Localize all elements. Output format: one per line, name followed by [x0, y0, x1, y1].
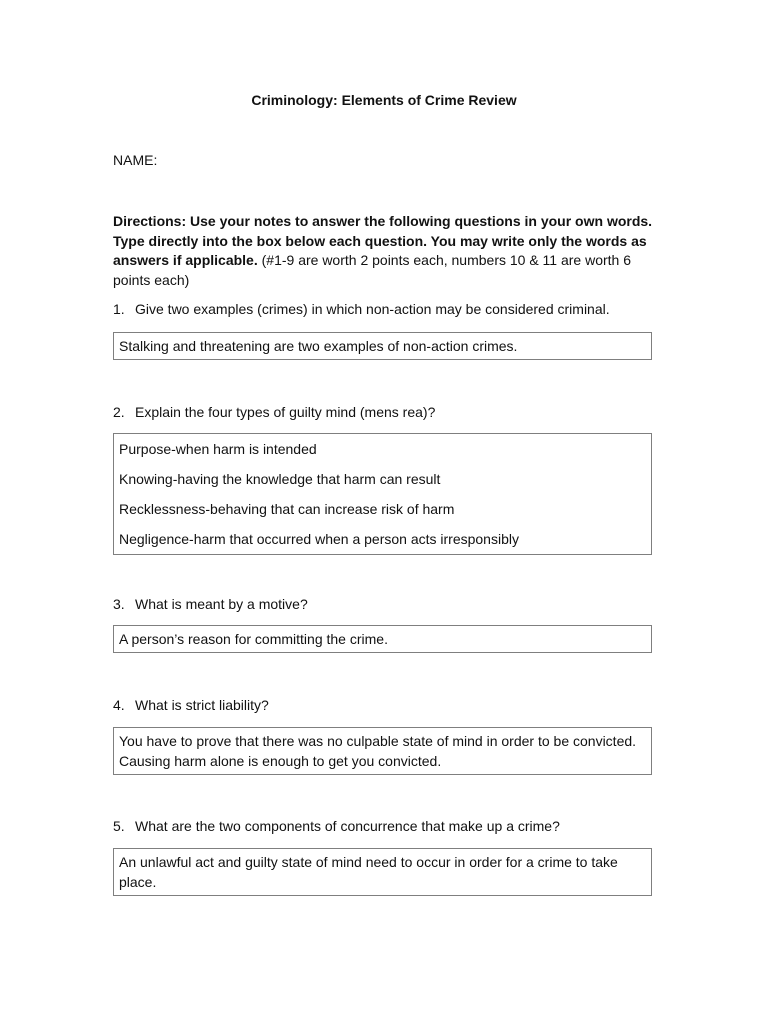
question-text: Give two examples (crimes) in which non-action may be considered criminal.: [135, 301, 610, 317]
question-3: [113, 595, 673, 613]
answer-line: Knowing-having the knowledge that harm can result: [119, 471, 441, 487]
answer-box-2[interactable]: [113, 433, 652, 555]
question-text: What is meant by a motive?: [135, 596, 308, 612]
question-2: [113, 403, 673, 421]
answer-box-5[interactable]: [113, 848, 652, 896]
answer-box-1[interactable]: [113, 332, 652, 360]
answer-line: Recklessness-behaving that can increase risk of harm: [119, 501, 455, 517]
question-1: [113, 300, 673, 318]
question-number: 3.: [113, 596, 125, 612]
question-5: [113, 817, 673, 835]
question-number: 4.: [113, 697, 125, 713]
answer-text: Stalking and threatening are two examples of non-action crimes.: [119, 338, 518, 354]
answer-text: An unlawful act and guilty state of mind need to occur in order for a crime to take place.: [119, 854, 618, 890]
answer-text: You have to prove that there was no culpable state of mind in order to be convicted. Causing harm alone is enough to get you convicted.: [119, 733, 637, 769]
answer-box-3[interactable]: [113, 625, 652, 653]
answer-line: Purpose-when harm is intended: [119, 441, 317, 457]
question-4: [113, 696, 673, 714]
question-text: Explain the four types of guilty mind (mens rea)?: [135, 404, 436, 420]
directions: [113, 212, 658, 290]
answer-line: Negligence-harm that occurred when a person acts irresponsibly: [119, 531, 519, 547]
name-label: NAME:: [113, 152, 158, 168]
document-title: Criminology: Elements of Crime Review: [251, 92, 517, 108]
directions-bold-text: Directions: Use your notes to answer the following questions in your own words. Type directly into the box below each question. You may write only the words as answers if applicable.: [113, 213, 653, 268]
question-number: 1.: [113, 301, 125, 317]
answer-box-4[interactable]: [113, 727, 652, 775]
directions-points-text: (#1-9 are worth 2 points each, numbers 10 & 11 are worth 6 points each): [113, 252, 632, 288]
question-number: 5.: [113, 818, 125, 834]
question-number: 2.: [113, 404, 125, 420]
answer-text: A person’s reason for committing the crime.: [119, 631, 388, 647]
question-text: What are the two components of concurrence that make up a crime?: [135, 818, 560, 834]
question-text: What is strict liability?: [135, 697, 269, 713]
